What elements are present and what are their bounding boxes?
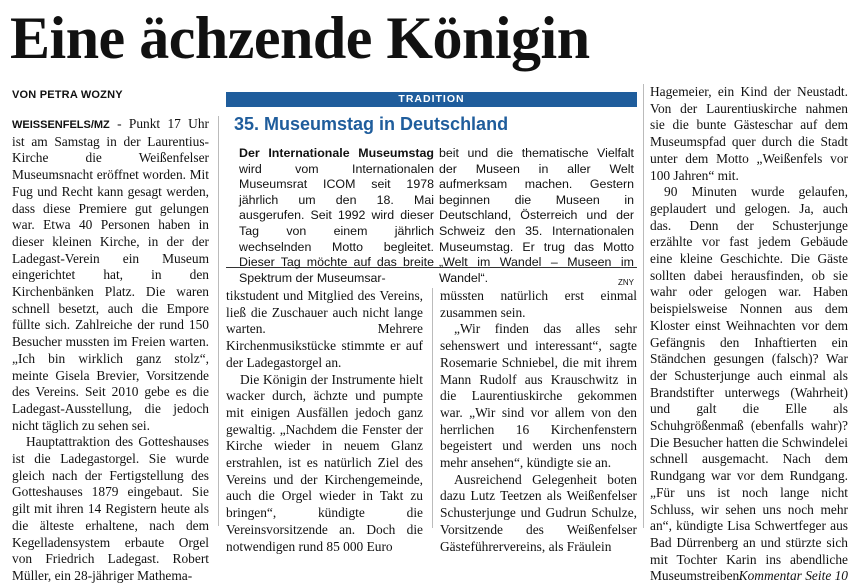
paragraph	[12, 116, 209, 434]
info-box-lead: Der Internationale Museumstag	[239, 146, 434, 160]
dateline: WEISSENFELS/MZ	[12, 119, 110, 131]
comment-reference: Kommentar Seite 10	[738, 568, 848, 584]
paragraph: Ausreichend Gelegenheit boten dazu Lutz Teetzen als Weißenfelser Schusterjunge und Gudrun Schulze, Vorsitzende des Weißenfelser Gästeführervereins, als Fräulein	[440, 471, 637, 554]
column-divider	[643, 84, 644, 528]
paragraph: „Wir finden das alles sehr sehenswert und interessant“, sagte Rosemarie Schniebel, die mit ihrem Mann Rudolf aus Krauschwitz in die Laurentiuskirche gekommen war. „Wir sind vor allem von den herrlichen 16 Kirchenfenstern begeistert und werden uns noch mehr ansehen“, kündigte sie an.	[440, 321, 637, 471]
info-box-column-1	[239, 146, 434, 286]
paragraph: 90 Minuten wurde gelaufen, geplaudert und gelogen. Ja, auch das. Denn der Schusterjunge erzählte vor fast jedem Gebäude eine kleine Geschichte. Die Gäste sollten dabei herausfinden, ob sie wahr oder gelogen war. Haben beispielsweise Nonnen aus dem Kloster einst Weihnachten vor dem Gefängnis den Inhaftierten ein Ständchen gesungen (falsch)? War der Schusterjunge auch einmal als Brandstifter unterwegs (Wahrheit) und galt die Elle als Schuhgrößenmaß (ebenfalls wahr)? Die Besucher hatten die Schwindelei schnell ausgemacht. Nach dem Rundgang war vor dem Rundgang. „Für uns ist noch lange nicht Schluss, wir sehen uns noch mehr an“, kündigte Lisa Schwertfeger aus Bad Dürrenberg an und stürzte sich mit Tochter Karin ins abendliche Museumstreiben.	[650, 184, 848, 584]
paragraph-text: - Punkt 17 Uhr ist am Samstag in der Laurentius-Kirche die Weißenfelser Museumsnacht eröffnet worden. Mit Fug und Recht kann gesagt werden, dass diese Premiere gut gelungen war. Etwa 40 Personen haben in dieser kleinen Kirche, in der der Ladegast-Verein ein Museum eingerichtet hat, in den Kirchenbänken Platz. Die waren schnell besetzt, auch die Empore füllte sich. Zahlreiche der rund 150 Besucher mussten im Freien warten. „Ich bin wirklich ganz stolz“, meinte Gisela Brevier, Vorsitzende des Vereins. Seit 2010 gebe es die Ladegast-Ausstellung, die jedoch nicht täglich zu sehen sei.	[12, 116, 209, 433]
byline: VON PETRA WOZNY	[12, 89, 123, 101]
info-box-text: wird vom Internationalen Museumsrat ICOM seit 1978 jährlich um den 18. Mai ausgerufen. Seit 1992 wird dieser Tag von einem jährlich wechselnden Motto begleitet. Dieser Tag möchte auf das breite Spektrum der Museumsar-	[239, 161, 434, 285]
article-column-2	[226, 288, 423, 555]
info-box	[226, 92, 637, 287]
paragraph: tikstudent und Mitglied des Vereins, ließ die Zuschauer auch nicht lange warten. Mehrere Kirchenmusikstücke stimmte er auf der Ladegastorgel an.	[226, 288, 423, 370]
paragraph: Die Königin der Instrumente hielt wacker durch, ächzte und pumpte mit einigen Ausfällen jedoch ganz gewaltig. „Nachdem die Fenster der Kirche wieder in neuem Glanz erstrahlen, ist es natürlich Ziel des Vereins und der Kirchengemeinde, auch die Orgel wieder in Takt zu bringen“, kündigte die Vereinsvorsitzende an. Doch die notwendigen rund 85 000 Euro	[226, 371, 423, 554]
info-box-text: beit und die thematische Vielfalt der Museen in aller Welt aufmerksam machen. Gestern beginnen die Museen in Deutschland, Österreich und der Schweiz den 35. Internationalen Museumstag. Er trug das Motto „Welt im Wandel – Museen im Wandel“.	[439, 146, 634, 285]
paragraph: Hagemeier, ein Kind der Neustadt. Von der Laurentiuskirche nahmen sie die bunte Gästeschar auf dem Museumspfad quer durch die Stadt unter dem Motto „Weißenfels vor 100 Jahren“ mit.	[650, 84, 848, 183]
article-column-3	[440, 288, 637, 555]
headline: Eine ächzende Königin	[10, 5, 590, 71]
paragraph: Hauptattraktion des Gotteshauses ist die Ladegastorgel. Sie wurde gleich nach der Fertigstellung des Gotteshauses 1879 eingebaut. Sie gilt mit ihren 14 Registern heute als die älteste erhaltene, nach dem Kegelladensystem erbaute Orgel von Friedrich Ladegast. Robert Müller, ein 28-jähriger Mathema-	[12, 434, 209, 583]
column-divider	[432, 288, 433, 528]
info-box-title: 35. Museumstag in Deutschland	[234, 114, 509, 134]
paragraph: müssten natürlich erst einmal zusammen sein.	[440, 288, 637, 320]
author-signature: ZNY	[618, 277, 634, 287]
rubric-label: TRADITION	[398, 93, 465, 105]
article-column-1	[12, 116, 209, 585]
column-divider	[218, 116, 219, 526]
article-column-4	[650, 84, 848, 585]
info-box-column-2	[439, 146, 634, 290]
